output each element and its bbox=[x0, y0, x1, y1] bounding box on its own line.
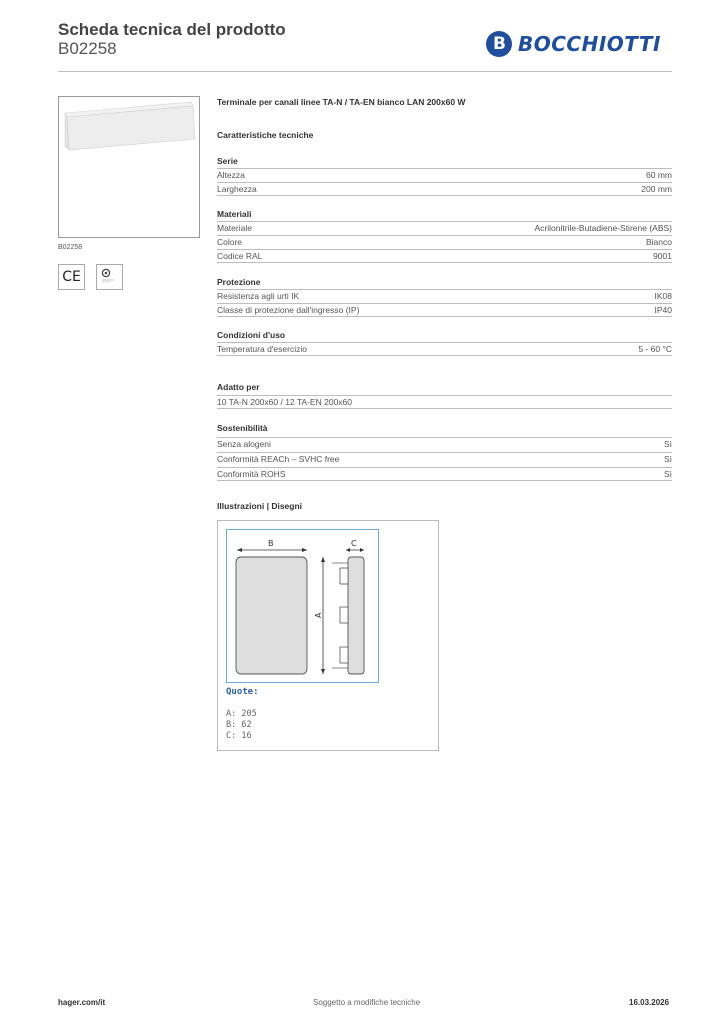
spec-label: Classe di protezione dall'ingresso (IP) bbox=[217, 305, 360, 315]
brand-logo bbox=[486, 30, 661, 58]
quality-mark-icon bbox=[96, 264, 123, 290]
brand-logo-icon: B bbox=[486, 31, 512, 57]
spec-row bbox=[217, 303, 672, 317]
spec-row bbox=[217, 221, 672, 235]
spec-label: Conformità REACh – SVHC free bbox=[217, 454, 340, 464]
spec-row bbox=[217, 168, 672, 182]
spec-row bbox=[217, 452, 672, 466]
spec-row bbox=[217, 249, 672, 263]
section-heading-protezione: Protezione bbox=[217, 277, 261, 287]
section-heading-sostenibilita: Sostenibilità bbox=[217, 423, 268, 433]
footer-notice: Soggetto a modifiche tecniche bbox=[313, 998, 421, 1007]
header-divider bbox=[58, 71, 672, 72]
spec-label: Conformità ROHS bbox=[217, 469, 286, 479]
spec-value: 9001 bbox=[653, 251, 672, 261]
section-heading-illustrazioni: Illustrazioni | Disegni bbox=[217, 501, 303, 511]
spec-row bbox=[217, 182, 672, 196]
ce-mark-icon: CE bbox=[58, 264, 85, 290]
spec-row bbox=[217, 395, 672, 409]
page-title: Scheda tecnica del prodotto bbox=[58, 20, 286, 39]
product-image bbox=[58, 96, 200, 238]
spec-label: Materiale bbox=[217, 223, 252, 233]
brand-name: BOCCHIOTTI bbox=[518, 32, 661, 56]
spec-value: 60 mm bbox=[646, 170, 672, 180]
quote-line: C: 16 bbox=[226, 731, 252, 741]
spec-row bbox=[217, 437, 672, 451]
spec-label: Larghezza bbox=[217, 184, 257, 194]
quote-line: A: 205 bbox=[226, 709, 257, 719]
spec-row bbox=[217, 289, 672, 303]
spec-label: Resistenza agli urti IK bbox=[217, 291, 300, 301]
spec-label: Colore bbox=[217, 237, 243, 247]
spec-label: Temperatura d'esercizio bbox=[217, 344, 307, 354]
quote-title: Quote: bbox=[226, 687, 259, 697]
spec-label: Senza alogeni bbox=[217, 439, 271, 449]
quote-line: B: 62 bbox=[226, 720, 252, 730]
spec-value: IP40 bbox=[654, 305, 672, 315]
spec-row bbox=[217, 342, 672, 356]
spec-row bbox=[217, 467, 672, 481]
technical-drawing bbox=[217, 520, 439, 751]
dimension-drawing bbox=[227, 530, 378, 682]
spec-value: Sì bbox=[663, 439, 672, 449]
spec-value: Sì bbox=[663, 469, 672, 479]
section-heading-condizioni: Condizioni d'uso bbox=[217, 330, 286, 340]
spec-value: Acrilonitrile-Butadiene-Stirene (ABS) bbox=[534, 223, 672, 233]
spec-value: 5 - 60 °C bbox=[638, 344, 672, 354]
footer-website: hager.com/it bbox=[58, 998, 106, 1007]
spec-label: 10 TA-N 200x60 / 12 TA-EN 200x60 bbox=[217, 397, 352, 407]
product-title: Terminale per canali linee TA-N / TA-EN bianco LAN 200x60 W bbox=[217, 97, 466, 107]
footer-date: 16.03.2026 bbox=[629, 998, 670, 1007]
section-heading-materiali: Materiali bbox=[217, 209, 252, 219]
drawing-frame bbox=[226, 529, 379, 683]
product-code-small: B02258 bbox=[58, 244, 83, 251]
spec-value: 200 mm bbox=[641, 184, 672, 194]
features-heading: Caratteristiche tecniche bbox=[217, 130, 314, 140]
dim-label-c: C bbox=[351, 539, 357, 548]
section-heading-serie: Serie bbox=[217, 156, 238, 166]
spec-label: Altezza bbox=[217, 170, 245, 180]
spec-value: Bianco bbox=[646, 237, 672, 247]
spec-label: Codice RAL bbox=[217, 251, 263, 261]
dim-label-a: A bbox=[314, 612, 323, 618]
product-code: B02258 bbox=[58, 39, 117, 58]
spec-value: Sì bbox=[663, 454, 672, 464]
dim-label-b: B bbox=[268, 539, 274, 548]
product-image-icon bbox=[59, 97, 199, 237]
section-heading-adatto: Adatto per bbox=[217, 382, 260, 392]
spec-row bbox=[217, 235, 672, 249]
spec-value: IK08 bbox=[654, 291, 672, 301]
